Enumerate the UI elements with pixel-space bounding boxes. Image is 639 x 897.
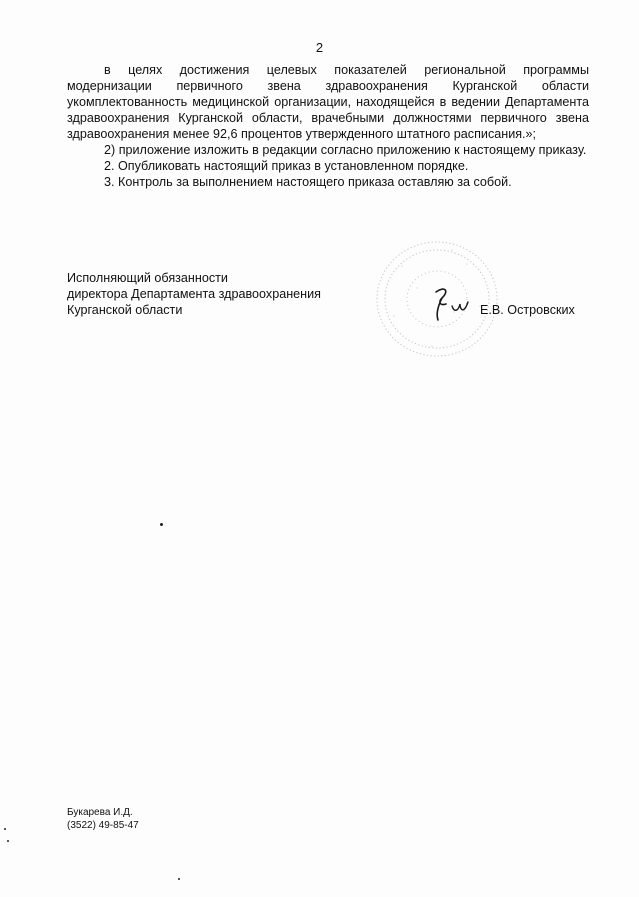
page-number: 2	[315, 40, 324, 55]
paragraph-4: 3. Контроль за выполнением настоящего приказа оставляю за собой.	[104, 175, 512, 189]
scan-speck	[4, 828, 6, 830]
executor-phone: (3522) 49-85-47	[67, 820, 139, 831]
signature-title-line-2: директора Департамента здравоохранения	[67, 287, 321, 301]
paragraph-1: в целях достижения целевых показателей региональной программы модернизации первичного звена здравоохранения Курганской области укомплектованность медицинской организации, находящейся в ведении Департамента здравоохранения Курганской области, врачебными должностями первичного звена здравоохранения менее 92,6 процентов утвержденного штатного расписания.»;	[67, 63, 589, 141]
scan-speck	[178, 878, 180, 880]
scan-speck	[160, 523, 163, 526]
executor-footer	[67, 806, 139, 832]
paragraph-2: 2) приложение изложить в редакции согласно приложению к настоящему приказу.	[104, 143, 587, 157]
document-body	[67, 62, 589, 190]
signature-title-line-3: Курганской области	[67, 303, 183, 317]
executor-name: Букарева И.Д.	[67, 807, 133, 818]
signature-title-line-1: Исполняющий обязанности	[67, 271, 228, 285]
handwritten-signature-icon	[428, 284, 474, 322]
signature-title	[67, 270, 321, 318]
paragraph-3: 2. Опубликовать настоящий приказ в установленном порядке.	[104, 159, 469, 173]
scan-speck	[7, 840, 9, 842]
signer-name: Е.В. Островских	[480, 303, 575, 317]
